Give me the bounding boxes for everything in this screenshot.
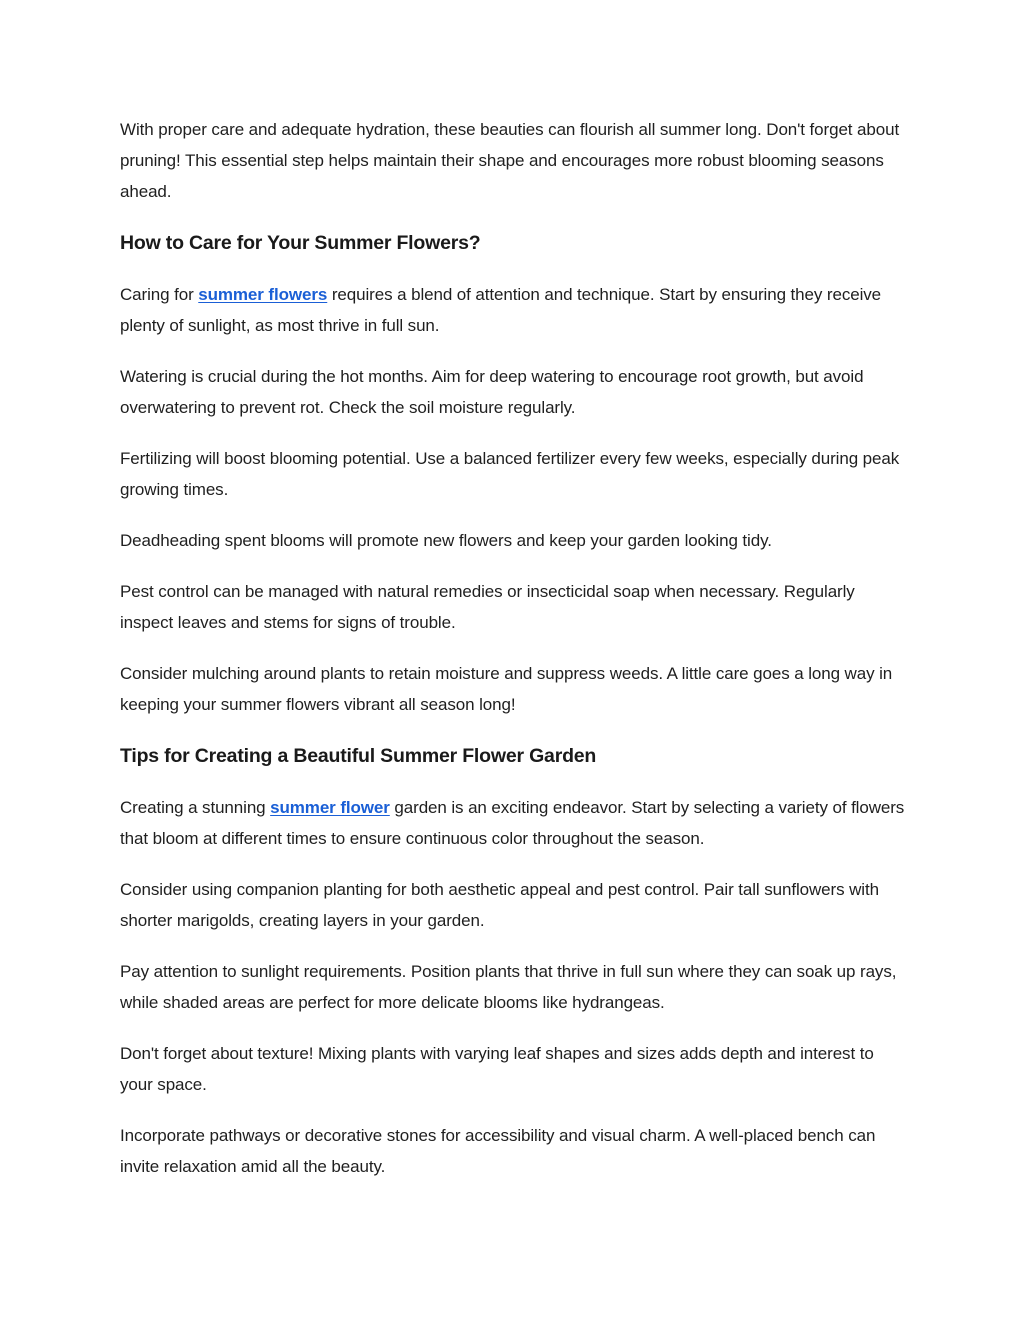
tips-paragraph-sunlight: Pay attention to sunlight requirements. Position plants that thrive in full sun where they can soak up rays, while shaded areas are perfect for more delicate blooms like hydrangeas. <box>120 962 897 1012</box>
care-paragraph-deadheading: Deadheading spent blooms will promote new flowers and keep your garden looking tidy. <box>120 531 772 550</box>
care-paragraph-sunlight <box>120 279 910 341</box>
tips-paragraph-variety-rest: garden is an exciting endeavor. Start by selecting a variety of flowers that bloom at different times to ensure continuous color throughout the season. <box>120 798 905 848</box>
care-paragraph-sunlight-rest: requires a blend of attention and technique. Start by ensuring they receive plenty of sunlight, as most thrive in full sun. <box>120 285 882 335</box>
tips-paragraph-companion-planting: Consider using companion planting for both aesthetic appeal and pest control. Pair tall sunflowers with shorter marigolds, creating layers in your garden. <box>120 880 879 930</box>
article-body <box>120 114 910 1202</box>
tips-paragraph-variety-lead: Creating a stunning <box>120 798 271 817</box>
care-paragraph-fertilizing: Fertilizing will boost blooming potential. Use a balanced fertilizer every few weeks, especially during peak growing times. <box>120 449 900 499</box>
care-paragraph-mulching: Consider mulching around plants to retain moisture and suppress weeds. A little care goes a long way in keeping your summer flowers vibrant all season long! <box>120 664 893 714</box>
summer-flower-link[interactable]: summer flower <box>270 798 390 817</box>
tips-paragraph-variety <box>120 792 910 854</box>
section-heading-tips: Tips for Creating a Beautiful Summer Flower Garden <box>120 745 597 767</box>
care-paragraph-watering: Watering is crucial during the hot months. Aim for deep watering to encourage root growth, but avoid overwatering to prevent rot. Check the soil moisture regularly. <box>120 367 864 417</box>
tips-paragraph-pathways: Incorporate pathways or decorative stones for accessibility and visual charm. A well-placed bench can invite relaxation amid all the beauty. <box>120 1126 876 1176</box>
care-paragraph-pest-control: Pest control can be managed with natural remedies or insecticidal soap when necessary. Regularly inspect leaves and stems for signs of trouble. <box>120 582 855 632</box>
tips-paragraph-texture: Don't forget about texture! Mixing plants with varying leaf shapes and sizes adds depth and interest to your space. <box>120 1044 874 1094</box>
care-paragraph-sunlight-lead: Caring for <box>120 285 199 304</box>
summer-flowers-link[interactable]: summer flowers <box>198 285 328 304</box>
intro-paragraph: With proper care and adequate hydration, these beauties can flourish all summer long. Don't forget about pruning! This essential step helps maintain their shape and encourages more robust blooming seasons ahead. <box>120 120 900 201</box>
section-heading-care: How to Care for Your Summer Flowers? <box>120 232 481 254</box>
